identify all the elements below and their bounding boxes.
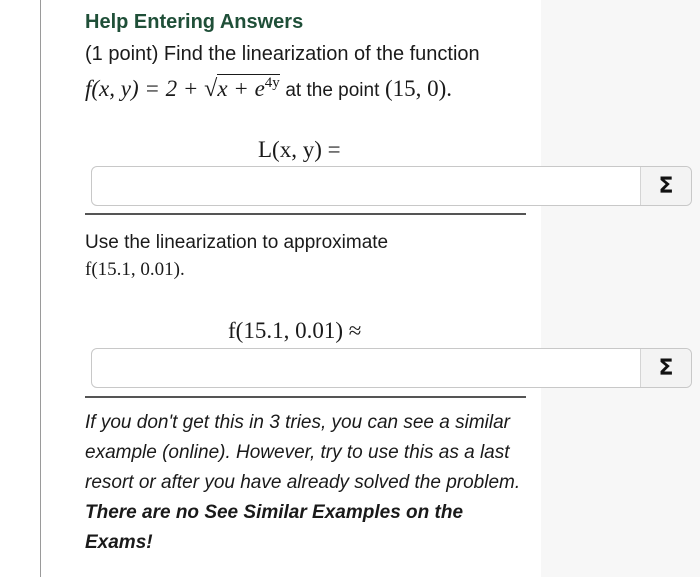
divider-2 [85,396,526,398]
note-text: If you don't get this in 3 tries, you can see a similar example (online). However, try to use this as a last resort or after you have already solved the problem. [85,412,521,493]
approximation-label: f(15.1, 0.01) ≈ [228,318,362,343]
approximation-answer-box [91,348,692,388]
sqrt-expression [204,75,280,103]
function-expression [85,76,280,101]
radicand [217,74,279,101]
problem-intro: (1 point) Find the linearization of the function [85,43,480,65]
radicand-base: x + e [217,76,265,101]
linearization-answer-box [91,166,692,206]
radicand-exponent: 4y [264,75,280,91]
linearization-label: L(x, y) = [258,137,341,162]
equation-editor-button[interactable] [640,167,691,205]
right-gutter [541,0,700,577]
at-point-text: at the point [285,80,380,101]
linearization-input[interactable] [92,167,632,205]
sigma-icon: Σ [658,355,674,381]
function-lhs: f(x, y) = 2 + [85,76,205,101]
note-bold-text: There are no See Similar Examples on the Exams! [85,502,464,553]
equation-editor-button-2[interactable] [640,349,691,387]
help-entering-answers-link[interactable]: Help Entering Answers [85,11,304,33]
left-border [40,0,41,577]
point-value: (15, 0). [384,76,453,101]
sigma-icon: Σ [658,173,674,199]
function-line [85,75,452,103]
instruction-line2: f(15.1, 0.01). [85,259,185,280]
see-similar-note [85,408,535,558]
sqrt-icon: √ [204,76,218,102]
divider-1 [85,213,526,215]
approximation-input[interactable] [92,349,632,387]
instruction-line1: Use the linearization to approximate [85,232,389,253]
